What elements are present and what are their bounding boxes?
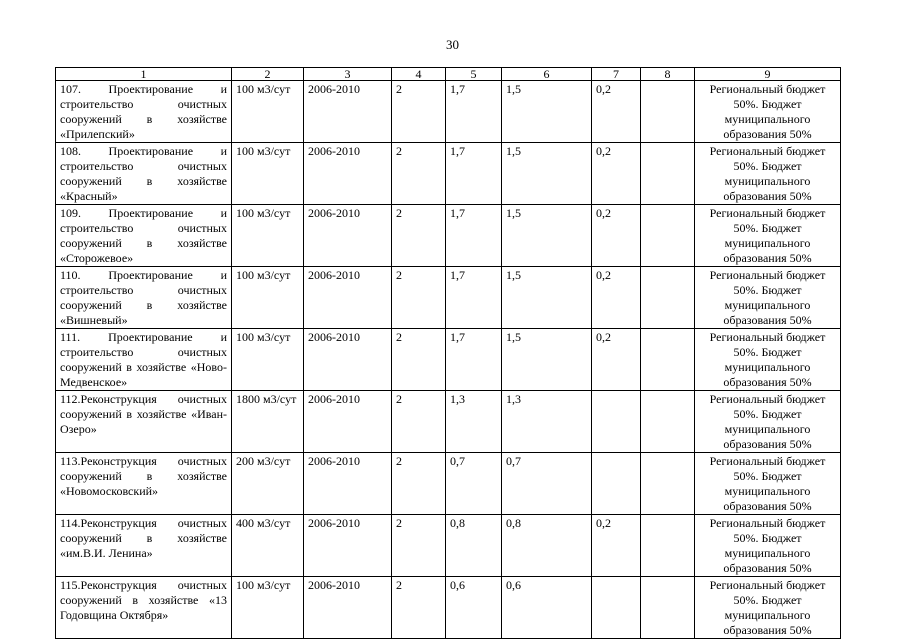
value-col-5: 1,7 — [446, 81, 502, 143]
funding-source: Региональный бюджет 50%. Бюджет муниципального образования 50% — [695, 205, 841, 267]
col-header-3: 3 — [304, 68, 392, 81]
col-header-1: 1 — [56, 68, 232, 81]
funding-source: Региональный бюджет 50%. Бюджет муниципального образования 50% — [695, 143, 841, 205]
capacity-cell: 100 м3/сут — [232, 329, 304, 391]
value-col-8 — [641, 267, 695, 329]
value-col-8 — [641, 329, 695, 391]
value-col-5: 1,7 — [446, 267, 502, 329]
capacity-cell: 100 м3/сут — [232, 143, 304, 205]
value-col-7 — [592, 577, 641, 639]
value-col-6: 1,5 — [502, 329, 592, 391]
value-col-7: 0,2 — [592, 143, 641, 205]
col-header-7: 7 — [592, 68, 641, 81]
col-header-4: 4 — [392, 68, 446, 81]
funding-source: Региональный бюджет 50%. Бюджет муниципального образования 50% — [695, 267, 841, 329]
project-description: 112.Реконструкция очистных сооружений в хозяйстве «Иван-Озеро» — [56, 391, 232, 453]
period-cell: 2006-2010 — [304, 577, 392, 639]
value-col-8 — [641, 453, 695, 515]
capacity-cell: 100 м3/сут — [232, 267, 304, 329]
value-col-6: 1,5 — [502, 143, 592, 205]
value-col-5: 0,6 — [446, 577, 502, 639]
funding-source: Региональный бюджет 50%. Бюджет муниципального образования 50% — [695, 515, 841, 577]
funding-source: Региональный бюджет 50%. Бюджет муниципального образования 50% — [695, 329, 841, 391]
period-cell: 2006-2010 — [304, 329, 392, 391]
value-col-7: 0,2 — [592, 267, 641, 329]
value-col-4: 2 — [392, 453, 446, 515]
header-row — [56, 68, 841, 81]
page-number: 30 — [446, 37, 459, 52]
value-col-4: 2 — [392, 267, 446, 329]
funding-source: Региональный бюджет 50%. Бюджет муниципального образования 50% — [695, 453, 841, 515]
funding-source: Региональный бюджет 50%. Бюджет муниципального образования 50% — [695, 577, 841, 639]
value-col-6: 1,5 — [502, 81, 592, 143]
value-col-7: 0,2 — [592, 205, 641, 267]
col-header-8: 8 — [641, 68, 695, 81]
value-col-8 — [641, 205, 695, 267]
table-row — [56, 205, 841, 267]
value-col-7 — [592, 391, 641, 453]
value-col-4: 2 — [392, 143, 446, 205]
period-cell: 2006-2010 — [304, 143, 392, 205]
value-col-5: 1,7 — [446, 329, 502, 391]
period-cell: 2006-2010 — [304, 453, 392, 515]
project-description: 107. Проектирование и строительство очистных сооружений в хозяйстве «Прилепский» — [56, 81, 232, 143]
value-col-6: 0,6 — [502, 577, 592, 639]
capacity-cell: 200 м3/сут — [232, 453, 304, 515]
value-col-4: 2 — [392, 391, 446, 453]
value-col-4: 2 — [392, 329, 446, 391]
table-row — [56, 81, 841, 143]
table-row — [56, 515, 841, 577]
table-row — [56, 329, 841, 391]
value-col-6: 1,5 — [502, 205, 592, 267]
period-cell: 2006-2010 — [304, 391, 392, 453]
value-col-8 — [641, 391, 695, 453]
value-col-5: 1,7 — [446, 143, 502, 205]
period-cell: 2006-2010 — [304, 205, 392, 267]
value-col-8 — [641, 515, 695, 577]
value-col-8 — [641, 143, 695, 205]
col-header-2: 2 — [232, 68, 304, 81]
value-col-4: 2 — [392, 577, 446, 639]
value-col-7: 0,2 — [592, 515, 641, 577]
value-col-5: 1,7 — [446, 205, 502, 267]
value-col-8 — [641, 577, 695, 639]
value-col-5: 0,8 — [446, 515, 502, 577]
program-table — [55, 67, 841, 639]
value-col-7: 0,2 — [592, 81, 641, 143]
funding-source: Региональный бюджет 50%. Бюджет муниципального образования 50% — [695, 81, 841, 143]
col-header-5: 5 — [446, 68, 502, 81]
value-col-7 — [592, 453, 641, 515]
value-col-4: 2 — [392, 81, 446, 143]
capacity-cell: 1800 м3/сут — [232, 391, 304, 453]
capacity-cell: 100 м3/сут — [232, 577, 304, 639]
value-col-5: 1,3 — [446, 391, 502, 453]
period-cell: 2006-2010 — [304, 81, 392, 143]
value-col-8 — [641, 81, 695, 143]
capacity-cell: 100 м3/сут — [232, 81, 304, 143]
value-col-6: 1,3 — [502, 391, 592, 453]
table-row — [56, 143, 841, 205]
value-col-5: 0,7 — [446, 453, 502, 515]
project-description: 108. Проектирование и строительство очистных сооружений в хозяйстве «Красный» — [56, 143, 232, 205]
value-col-7: 0,2 — [592, 329, 641, 391]
value-col-6: 0,7 — [502, 453, 592, 515]
funding-source: Региональный бюджет 50%. Бюджет муниципального образования 50% — [695, 391, 841, 453]
value-col-4: 2 — [392, 205, 446, 267]
project-description: 110. Проектирование и строительство очистных сооружений в хозяйстве «Вишневый» — [56, 267, 232, 329]
table-row — [56, 391, 841, 453]
value-col-4: 2 — [392, 515, 446, 577]
capacity-cell: 100 м3/сут — [232, 205, 304, 267]
project-description: 111. Проектирование и строительство очистных сооружений в хозяйстве «Ново-Медвенское» — [56, 329, 232, 391]
col-header-6: 6 — [502, 68, 592, 81]
project-description: 114.Реконструкция очистных сооружений в хозяйстве «им.В.И. Ленина» — [56, 515, 232, 577]
period-cell: 2006-2010 — [304, 515, 392, 577]
capacity-cell: 400 м3/сут — [232, 515, 304, 577]
project-description: 109. Проектирование и строительство очистных сооружений в хозяйстве «Сторожевое» — [56, 205, 232, 267]
value-col-6: 0,8 — [502, 515, 592, 577]
value-col-6: 1,5 — [502, 267, 592, 329]
period-cell: 2006-2010 — [304, 267, 392, 329]
table-row — [56, 453, 841, 515]
table-row — [56, 577, 841, 639]
project-description: 115.Реконструкция очистных сооружений в хозяйстве «13 Годовщина Октября» — [56, 577, 232, 639]
project-description: 113.Реконструкция очистных сооружений в хозяйстве «Новомосковский» — [56, 453, 232, 515]
col-header-9: 9 — [695, 68, 841, 81]
table-row — [56, 267, 841, 329]
